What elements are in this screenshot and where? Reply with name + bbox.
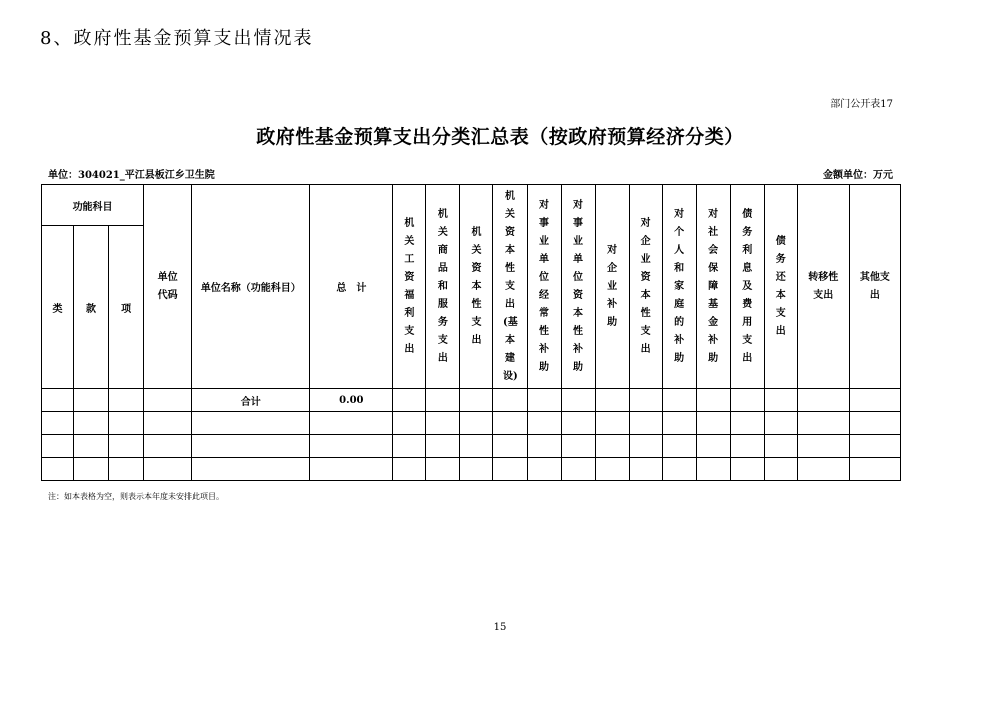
- header-c8: 对企业资本性支出: [629, 185, 662, 389]
- header-c13: 转移性支出: [797, 185, 849, 389]
- header-xiang: 项: [109, 226, 144, 389]
- header-c4: 机关资本性支出(基本建设): [493, 185, 527, 389]
- section-heading: 8、政府性基金预算支出情况表: [40, 28, 314, 49]
- header-unit-code: 单位代码: [144, 185, 192, 389]
- header-c12: 债务还本支出: [764, 185, 797, 389]
- header-unit-name: 单位名称（功能科目）: [192, 185, 310, 389]
- table-note: 注：如本表格为空，则表示本年度未安排此项目。: [48, 492, 224, 501]
- header-c3: 机关资本性支出: [460, 185, 493, 389]
- header-c14: 其他支出: [849, 185, 900, 389]
- header-c9: 对个人和家庭的补助: [662, 185, 696, 389]
- header-c2: 机关商品和服务支出: [426, 185, 460, 389]
- page-title: 政府性基金预算支出分类汇总表（按政府预算经济分类）: [256, 126, 744, 148]
- header-lei: 类: [42, 226, 74, 389]
- header-c6: 对事业单位资本性补助: [561, 185, 595, 389]
- budget-table: [41, 184, 901, 481]
- header-c7: 对企业补助: [595, 185, 629, 389]
- header-total: 总 计: [310, 185, 393, 389]
- total-label: 合计: [192, 389, 310, 412]
- form-number: 部门公开表17: [830, 99, 893, 110]
- table-row: [42, 412, 901, 435]
- header-c5: 对事业单位经常性补助: [527, 185, 561, 389]
- table-row-total: [42, 389, 901, 412]
- unit-label: 单位：304021_平江县板江乡卫生院: [48, 170, 215, 181]
- page-number: 15: [493, 622, 507, 633]
- header-kuan: 款: [74, 226, 109, 389]
- amount-unit-label: 金额单位：万元: [823, 170, 893, 181]
- header-c10: 对社会保障基金补助: [696, 185, 730, 389]
- header-function-subject: 功能科目: [42, 185, 144, 226]
- table-row: [42, 435, 901, 458]
- header-c11: 债务利息及费用支出: [730, 185, 764, 389]
- table-row: [42, 458, 901, 481]
- total-value: 0.00: [310, 389, 393, 412]
- header-c1: 机关工资福利支出: [393, 185, 426, 389]
